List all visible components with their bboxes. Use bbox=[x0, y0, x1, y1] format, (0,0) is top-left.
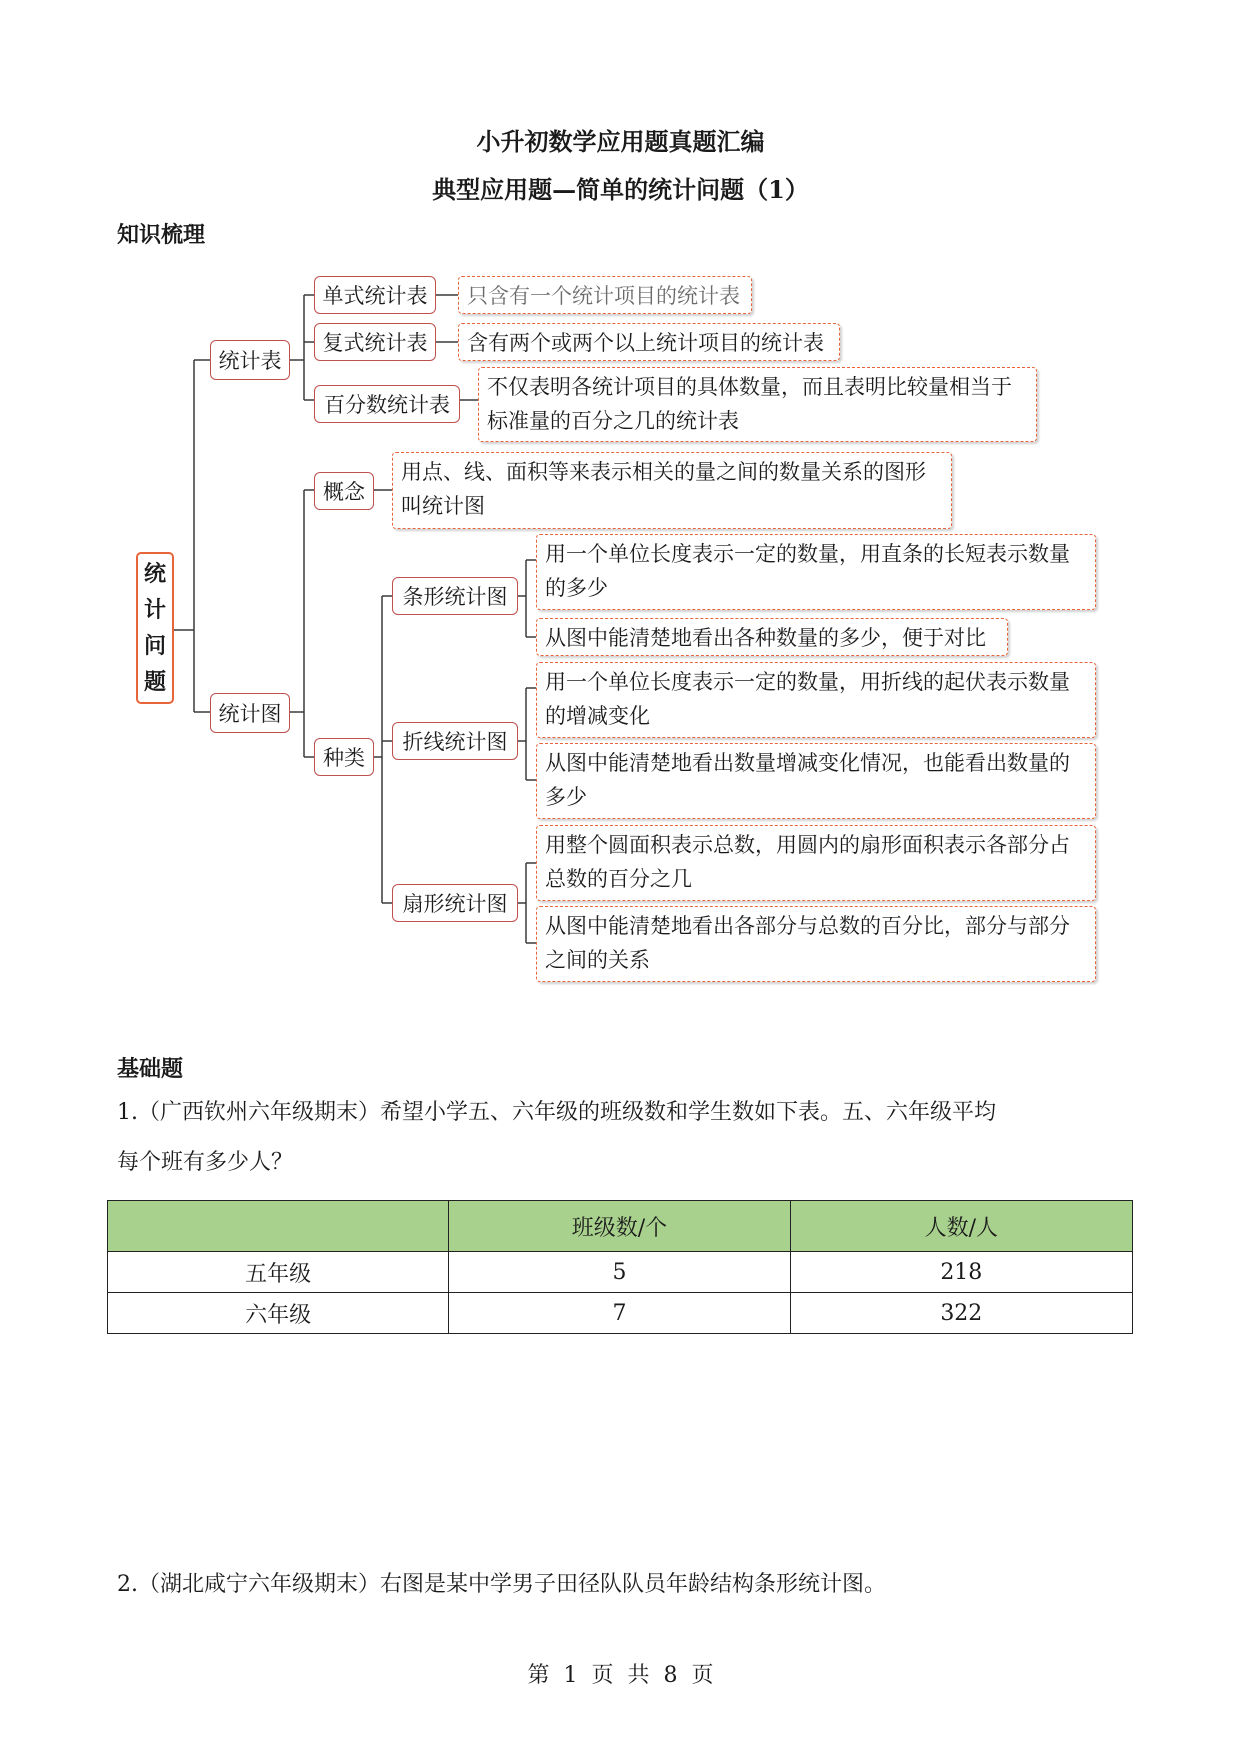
node-percent-table: 百分数统计表 bbox=[314, 385, 460, 423]
desc-compound-table: 含有两个或两个以上统计项目的统计表 bbox=[458, 323, 840, 361]
table-cell: 7 bbox=[449, 1293, 790, 1334]
node-compound-table: 复式统计表 bbox=[314, 323, 436, 361]
desc-concept bbox=[392, 452, 952, 529]
desc-line: 用点、线、面积等来表示相关的量之间的数量关系的图形 bbox=[401, 460, 926, 484]
table-header-cell: 人数/人 bbox=[790, 1201, 1132, 1252]
doc-title: 小升初数学应用题真题汇编 bbox=[476, 127, 765, 156]
class-student-table bbox=[107, 1200, 1133, 1334]
question-1-line: 每个班有多少人？ bbox=[117, 1150, 294, 1175]
doc-subtitle: 典型应用题—简单的统计问题（1） bbox=[432, 175, 809, 204]
question-1 bbox=[117, 1088, 1137, 1188]
table-cell: 322 bbox=[790, 1293, 1132, 1334]
table-cell: 五年级 bbox=[108, 1252, 449, 1293]
desc-line-chart-2 bbox=[536, 743, 1096, 819]
desc-line: 不仅表明各统计项目的具体数量，而且表明比较量相当于 bbox=[487, 375, 1012, 399]
node-concept: 概念 bbox=[314, 472, 374, 510]
desc-line: 的增减变化 bbox=[545, 704, 650, 728]
question-2: 2.（湖北咸宁六年级期末）右图是某中学男子田径队队员年龄结构条形统计图。 bbox=[117, 1572, 886, 1597]
table-header-cell bbox=[108, 1201, 449, 1252]
table-row bbox=[108, 1252, 1133, 1293]
desc-line: 的多少 bbox=[545, 576, 608, 600]
root-char: 题 bbox=[143, 669, 166, 695]
node-statistics-chart: 统计图 bbox=[210, 693, 290, 733]
root-char: 统 bbox=[143, 561, 166, 587]
mindmap-root bbox=[136, 552, 174, 704]
question-1-line: 1.（广西钦州六年级期末）希望小学五、六年级的班级数和学生数如下表。五、六年级平均 bbox=[117, 1100, 996, 1125]
desc-bar-chart-1 bbox=[536, 534, 1096, 610]
node-pie-chart: 扇形统计图 bbox=[392, 884, 518, 922]
desc-line: 用整个圆面积表示总数，用圆内的扇形面积表示各部分占 bbox=[545, 833, 1070, 857]
desc-line: 从图中能清楚地看出各部分与总数的百分比，部分与部分 bbox=[545, 914, 1070, 938]
node-statistics-table: 统计表 bbox=[210, 340, 290, 380]
desc-line: 之间的关系 bbox=[545, 948, 650, 972]
table-header-row bbox=[108, 1201, 1133, 1252]
desc-line-chart-1 bbox=[536, 662, 1096, 738]
table-row bbox=[108, 1293, 1133, 1334]
page-footer: 第 1 页 共 8 页 bbox=[527, 1663, 714, 1688]
desc-line: 用一个单位长度表示一定的数量，用直条的长短表示数量 bbox=[545, 542, 1070, 566]
node-line-chart: 折线统计图 bbox=[392, 722, 518, 760]
desc-line: 从图中能清楚地看出数量增减变化情况，也能看出数量的 bbox=[545, 751, 1070, 775]
desc-pie-chart-2 bbox=[536, 906, 1096, 982]
desc-percent-table bbox=[478, 367, 1037, 442]
desc-line: 用一个单位长度表示一定的数量，用折线的起伏表示数量 bbox=[545, 670, 1070, 694]
desc-line: 叫统计图 bbox=[401, 494, 485, 518]
root-char: 计 bbox=[143, 597, 166, 623]
node-kinds: 种类 bbox=[314, 738, 374, 776]
section-basic: 基础题 bbox=[117, 1056, 184, 1082]
root-char: 问 bbox=[143, 633, 166, 659]
desc-single-table: 只含有一个统计项目的统计表 bbox=[458, 276, 752, 314]
table-cell: 5 bbox=[449, 1252, 790, 1293]
desc-pie-chart-1 bbox=[536, 825, 1096, 901]
desc-line: 总数的百分之几 bbox=[545, 867, 692, 891]
desc-bar-chart-2: 从图中能清楚地看出各种数量的多少，便于对比 bbox=[536, 618, 1008, 656]
table-cell: 六年级 bbox=[108, 1293, 449, 1334]
table-cell: 218 bbox=[790, 1252, 1132, 1293]
section-knowledge: 知识梳理 bbox=[117, 222, 206, 248]
desc-line: 标准量的百分之几的统计表 bbox=[487, 409, 739, 433]
node-bar-chart: 条形统计图 bbox=[392, 577, 518, 615]
node-single-table: 单式统计表 bbox=[314, 276, 436, 314]
table-header-cell: 班级数/个 bbox=[449, 1201, 790, 1252]
desc-line: 多少 bbox=[545, 785, 587, 809]
